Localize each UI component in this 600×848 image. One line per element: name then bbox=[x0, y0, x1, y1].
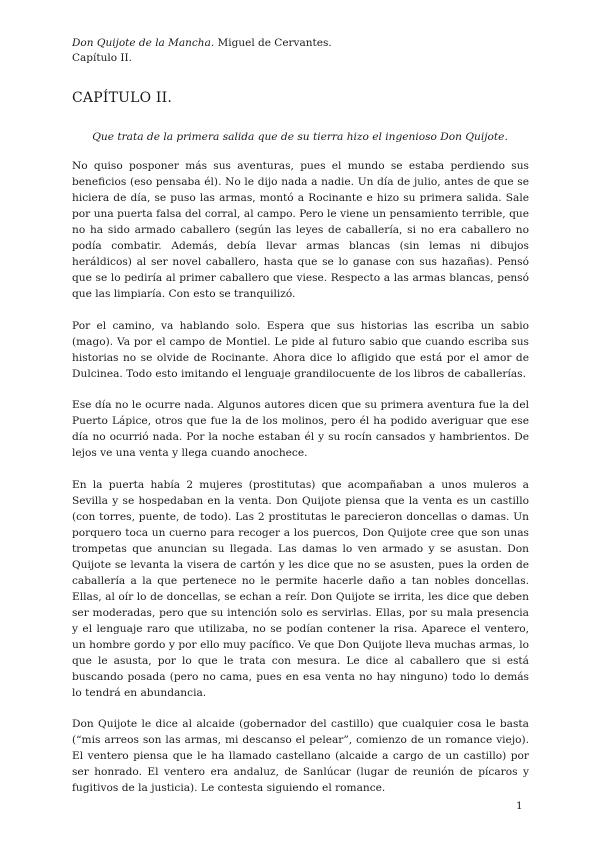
paragraph: Ese día no le ocurre nada. Algunos autores dicen que su primera aventura fue la del Puerto Lápice, otros que fue la de los molinos, pero él ha podido averiguar que ese día no ocurrió nada. Por la noche estaban él y su rocín cansados y hambrientos. De lejos ve una venta y llega cuando anochece. bbox=[72, 399, 529, 459]
book-title: Don Quijote de la Mancha. bbox=[72, 37, 215, 49]
paragraph: No quiso posponer más sus aventuras, pues el mundo se estaba perdiendo sus beneficios (eso pensaba él). No le dijo nada a nadie. Un día de julio, antes de que se hiciera de día, se puso las armas, montó a Rocinante e hizo su primera salida. Sale por una puerta falsa del corral, al campo. Pero le viene un pensamiento terrible, que no ha sido armado caballero (según las leyes de caballería, si no era caballero no podía combatir. Además, debía llevar armas blancas (sin lemas ni dibujos heráldicos) al ser novel caballero, hasta que se lo ganase con sus hazañas). Pensó que se lo pediría al primer caballero que viese. Respecto a las armas blancas, pensó que las limpiaría. Con esto se tranquilizó. bbox=[72, 160, 529, 300]
header-title-line bbox=[72, 36, 332, 51]
paragraph: Por el camino, va hablando solo. Espera que sus historias las escriba un sabio (mago). Va por el campo de Montiel. Le pide al futuro sabio que cuando escriba sus historias no se olvide de Rocinante. Ahora dice lo afligido que está por el amor de Dulcinea. Todo esto imitando el lenguaje grandilocuente de los libros de caballerías. bbox=[72, 319, 529, 380]
paragraph: En la puerta había 2 mujeres (prostitutas) que acompañaban a unos muleros a Sevilla y se hospedaban en la venta. Don Quijote piensa que la venta es un castillo (con torres, puente, de todo). Las 2 prostitutas le parecieron doncellas o damas. Un porquero toca un cuerno para recoger a los puercos, Don Quijote cree que son unas trompetas que anuncian su llegada. Las damas lo ven armado y se asustan. Don Quijote se levanta la visera de cartón y les dice que no se asusten, pues la orden de caballería a la que pertenece no le permite hacerle daño a tan nobles doncellas. Ellas, al oír lo de doncellas, se echan a reír. Don Quijote se irrita, les dice que deben ser moderadas, pero que su intención solo es servirlas. Ellas, por su mala presencia y el lenguaje raro que utilizaba, no se podían contener la risa. Aparece el ventero, un hombre gordo y por ello muy pacífico. Ve que Don Quijote lleva muchas armas, lo que le asusta, por lo que le trata con mesura. Le dice al caballero que si está buscando posada (pero no cama, pues en esa venta no hay ninguno) todo lo demás lo tendrá en abundancia. bbox=[72, 478, 529, 699]
page-number: 1 bbox=[516, 800, 523, 812]
chapter-subtitle: Que trata de la primera salida que de su tierra hizo el ingenioso Don Quijote. bbox=[92, 131, 508, 143]
paragraph: Don Quijote le dice al alcaide (gobernador del castillo) que cualquier cosa le basta (“mis arreos son las armas, mi descanso el pelear”, comienzo de un romance viejo). El ventero piensa que le ha llamado castellano (alcaide a cargo de un castillo) por ser honrado. El ventero era andaluz, de Sanlúcar (lugar de reunión de pícaros y fugitivos de la justicia). Le contesta siguiendo el romance. bbox=[72, 718, 529, 794]
body-text bbox=[72, 158, 529, 812]
chapter-heading: CAPÍTULO II. bbox=[72, 90, 173, 106]
header-chapter-ref: Capítulo II. bbox=[72, 52, 133, 64]
running-header bbox=[72, 36, 332, 66]
author-name: Miguel de Cervantes. bbox=[214, 37, 332, 49]
